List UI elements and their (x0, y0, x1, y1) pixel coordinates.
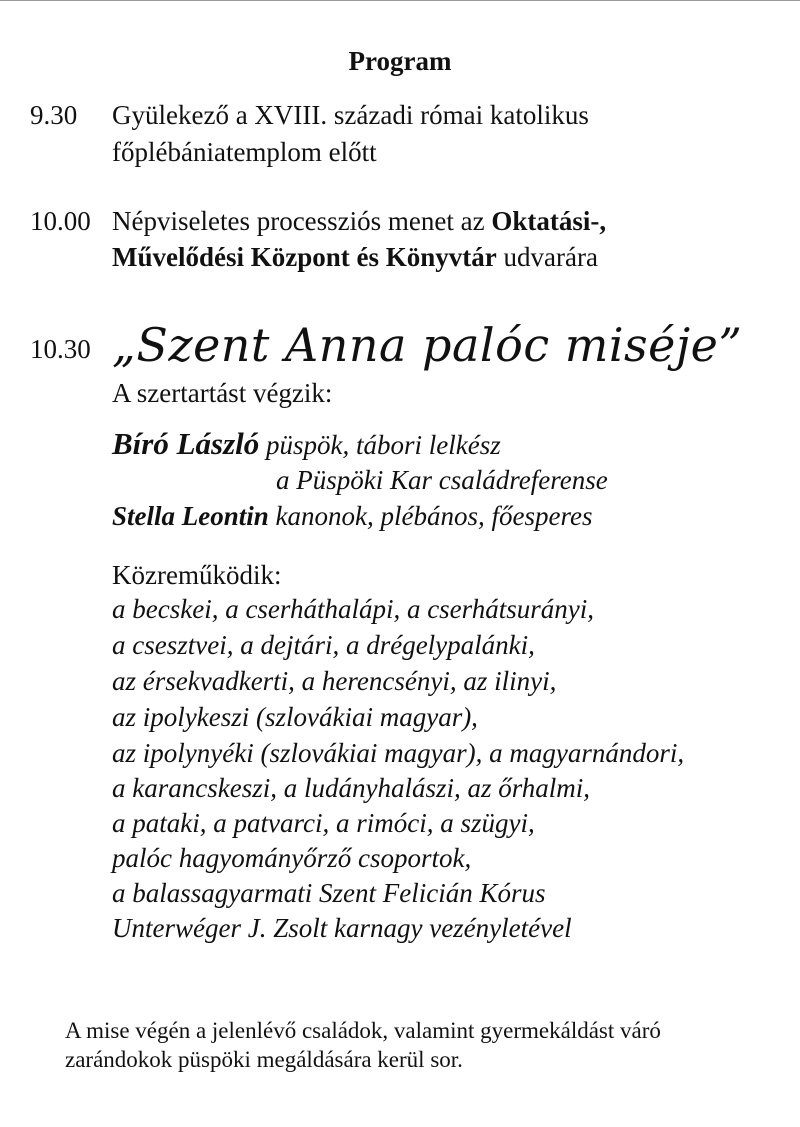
top-border-line (0, 0, 800, 1)
item2-line2-plain: udvarára (496, 242, 598, 272)
time-930: 9.30 (30, 100, 78, 130)
participant-line: palóc hagyományőrző csoportok, (112, 843, 472, 873)
participant-line: a becskei, a cserháthalápi, a cserhátsurányi, (112, 594, 594, 624)
officiant2-name: Stella Leontin (112, 501, 269, 531)
item1-line2: főplébániatemplom előtt (112, 137, 377, 167)
participant-line: az érsekvadkerti, a herencsényi, az ilinyi, (112, 666, 557, 696)
participant-line: az ipolynyéki (szlovákiai magyar), a magyarnándori, (112, 738, 685, 768)
item2-line2 (112, 242, 598, 273)
participant-line: a csesztvei, a dejtári, a drégelypalánki, (112, 630, 535, 660)
participants-label: Közreműködik: (112, 560, 282, 590)
footer-line2: zarándokok püspöki megáldására kerül sor. (65, 1047, 463, 1072)
mass-title: „Szent Anna palóc miséje” (112, 318, 743, 372)
item2-line1-plain: Népviseletes processziós menet az (112, 206, 492, 236)
officiant2 (112, 501, 592, 532)
participant-line: a karancskeszi, a ludányhalászi, az őrhalmi, (112, 773, 590, 803)
item1-line1: Gyülekező a XVIII. századi római katolikus (112, 100, 589, 130)
participant-line: a pataki, a patvarci, a rimóci, a szügyi, (112, 808, 535, 838)
participant-line: az ipolykeszi (szlovákiai magyar), (112, 702, 478, 732)
time-1030: 10.30 (30, 334, 91, 364)
participant-line: a balassagyarmati Szent Felicián Kórus (112, 878, 546, 908)
officiant1-role2: a Püspöki Kar családreferense (276, 465, 608, 495)
officiant1 (112, 426, 501, 462)
page-title: Program (348, 46, 452, 76)
time-1000: 10.00 (30, 206, 91, 236)
officiant2-role: kanonok, plébános, főesperes (268, 501, 593, 531)
officiants-label: A szertartást végzik: (112, 378, 333, 408)
officiant1-name: Bíró László (112, 426, 260, 461)
footer-line1: A mise végén a jelenlévő családok, valamint gyermekáldást váró (65, 1018, 661, 1043)
participant-line: Unterwéger J. Zsolt karnagy vezényletével (112, 913, 572, 943)
item2-line1 (112, 206, 606, 237)
item2-line2-bold: Művelődési Központ és Könyvtár (112, 242, 497, 272)
item2-line1-bold: Oktatási-, (491, 206, 607, 236)
officiant1-role: püspök, tábori lelkész (259, 430, 501, 460)
